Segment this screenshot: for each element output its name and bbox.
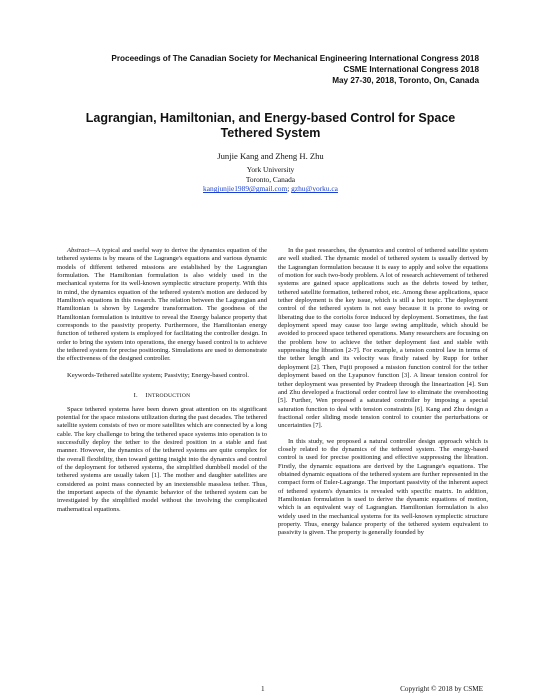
section-title-rest: NTRODUCTION [147,393,191,400]
introduction-paragraph: Space tethered systems have been drawn great attention on its significant potential for the space missions utilization during the past decades. The tethered satellite system consists of two or more satellites which are connected by a long cable. The key challenge to bring the tethered space systems into operation is to successfully deploy the tether to the desired position in a stable and fast manner. However, the dynamics of the tethered systems are quite complex for the overall flexibility, then toward getting insight into the dynamics and control of the deployment for tethered systems, the simplified dumbbell model of the tethered systems are usually taken [1]. The mother and daughter satellites are considered as point mass connected by an inextensible massless tether. Thus, the important aspects of the dynamic behavior of the tethered system can be investigated by the simplified model without the involving the complicated mathematical equations. [57,405,267,513]
keywords: Keywords-Tethered satellite system; Passivity; Energy-based control. [67,371,249,379]
emails [0,184,541,194]
header-line-congress: CSME International Congress 2018 [343,65,479,74]
abstract [57,247,267,364]
email-separator: ; [287,184,292,194]
conference-header [111,53,479,86]
abstract-label: Abstract [67,247,90,254]
paper-title: Lagrangian, Hamiltonian, and Energy-based Control for Space Tethered System [85,111,456,140]
section-heading-introduction [57,392,267,400]
copyright-notice: Copyright © 2018 by CSME [400,685,483,693]
email-link-kang[interactable]: kangjunjie1989@gmail.com [203,184,288,194]
header-line-dates: May 27-30, 2018, Toronto, On, Canada [332,76,479,85]
page-number: 1 [261,685,265,693]
university: York University [246,165,295,174]
section-title-initial: I [145,392,148,400]
abstract-text: —A typical and useful way to derive the dynamics equation of the tethered systems is by means of the Lagrange's equations and various dynamic models of different tethered missions are established by the Lagrangian formulation. The Hamiltonian formulation is also widely used in the mechanical systems for its well-known symplectic structure property. With this in mind, the dynamics equation of the tethered system's motion are deduced by Hamilton's equations in this research. The relation between the Lagrangian and Hamiltonian is shown by Legendre transformation. The goodness of the Hamiltonian formulation is intuitive to reveal the Energy balance property that corresponds to the passivity property. Furthermore, the Hamiltonian energy function of tethered system is employed for facilitating the controller design. In order to bring the system into operations, the energy based control is to achieve the tethered system for precise positioning. Simulations are used to demonstrate the effectiveness of the designed controller. [57,247,267,363]
left-column [57,247,267,514]
section-number: I. [133,392,138,400]
right-column [278,247,488,538]
affiliation [0,165,541,194]
location: Toronto, Canada [245,174,296,184]
right-paragraph-2: In this study, we proposed a natural controller design approach which is closely related to the dynamics of the tethered system. The energy-based control is used for precise positioning and effective suppressing the libration. Firstly, the dynamic equations are derived by the Lagrange's equations. The obtained dynamic equations of the tethered system are further represented in the compact form of Euler-Lagrange. The important passivity of the inherent aspect of tethered system's dynamics is revealed with specific matrix. In addition, Hamiltonian formulation is used to derive the dynamic equations of motion, which is an equivalent way of Lagrangian. Hamiltonian formulation is also widely used in the mechanical systems for its well-known symplectic structure property. Thus, energy balance property of the tethered system equivalent to passivity is given. The property is generally founded by [278,437,488,537]
email-link-zhu[interactable]: gzhu@yorku.ca [291,184,338,194]
header-line-proceedings: Proceedings of The Canadian Society for Mechanical Engineering International Congress 2018 [111,54,479,63]
authors: Junjie Kang and Zheng H. Zhu [217,151,324,161]
right-paragraph-1: In the past researches, the dynamics and control of tethered satellite system are well studied. The dynamic model of tethered system is usually derived by the Lagrangian formulation because it is easy to apply and solve the equations of motion for such two-body problem. A lot of research achievement of tethered systems are gained space applications such as the debris towed by tether, tethered satellite formation, tethered robot, etc. Among these applications, space tether deployment is the key issue, which is still a hot topic. The deployment control of the tethered system is not easy because it is prone to swing or liberating due to the coriolis force induced by deployment. Sometimes, the fast deployment speed may cause too large swing amplitude, which should be avoided to proceed space tethered operations. Many researchers are focusing on the problem how to achieve the tether deployment fast and stable with suppressing the libration [2-7]. For example, a tension control law in terms of the tether length and its velocity was firstly raised by Rupp for tether deployment [2]. Then, Fujii proposed a mission function control for the tether deployment based on the Lyapunov function [3]. A linear tension control for tether deployment was presented by Pradeep through the linearization [4]. Sun and Zhu developed a fractional order control law to eliminate the overshooting [5]. Further, Wen proposed a saturated controller by imposing a special saturation function to deal with tension constraints [6]. Kang and Zhu design a fractional order sliding mode tension control to counter the perturbations or uncertainties [7]. [278,247,488,430]
